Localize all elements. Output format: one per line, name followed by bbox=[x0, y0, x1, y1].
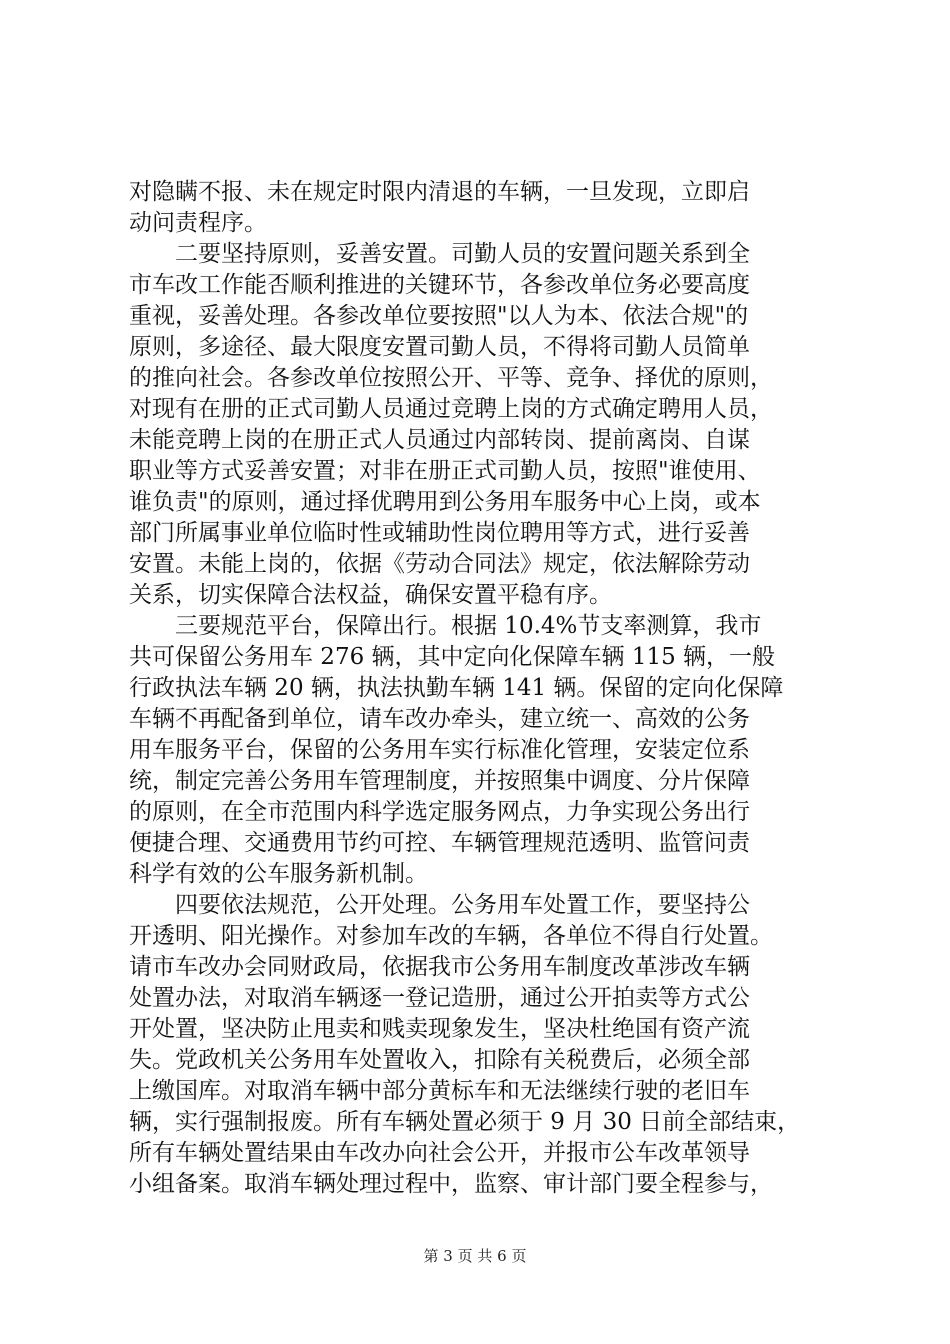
text-line: 车辆不再配备到单位，请车改办牵头，建立统一、高效的公务 bbox=[129, 706, 750, 732]
text-line: 上缴国库。对取消车辆中部分黄标车和无法继续行驶的老旧车 bbox=[129, 1078, 750, 1104]
text-line: 谁负责"的原则，通过择优聘用到公务用车服务中心上岗，或本 bbox=[129, 489, 761, 515]
text-line: 处置办法，对取消车辆逐一登记造册，通过公开拍卖等方式公 bbox=[129, 985, 750, 1011]
text-line: 行政执法车辆 20 辆，执法执勤车辆 141 辆。保留的定向化保障 bbox=[129, 675, 784, 701]
text-line: 请市车改办会同财政局，依据我市公务用车制度改革涉改车辆 bbox=[129, 954, 750, 980]
text-line: 用车服务平台，保留的公务用车实行标准化管理，安装定位系 bbox=[129, 737, 750, 763]
text-line: 三要规范平台，保障出行。根据 10.4%节支率测算，我市 bbox=[129, 613, 762, 639]
text-line: 统，制定完善公务用车管理制度，并按照集中调度、分片保障 bbox=[129, 768, 750, 794]
text-line: 的原则，在全市范围内科学选定服务网点，力争实现公务出行 bbox=[129, 799, 750, 825]
text-line: 职业等方式妥善安置；对非在册正式司勤人员，按照"谁使用、 bbox=[129, 458, 761, 484]
text-line: 便捷合理、交通费用节约可控、车辆管理规范透明、监管问责 bbox=[129, 830, 750, 856]
text-line: 安置。未能上岗的，依据《劳动合同法》规定，依法解除劳动 bbox=[129, 551, 750, 577]
text-line: 市车改工作能否顺利推进的关键环节，各参改单位务必要高度 bbox=[129, 272, 750, 298]
text-line: 原则，多途径、最大限度安置司勤人员，不得将司勤人员简单 bbox=[129, 334, 750, 360]
text-line: 部门所属事业单位临时性或辅助性岗位聘用等方式，进行妥善 bbox=[129, 520, 750, 546]
text-line: 的推向社会。各参改单位按照公开、平等、竞争、择优的原则， bbox=[129, 365, 773, 391]
text-line: 共可保留公务用车 276 辆，其中定向化保障车辆 115 辆，一般 bbox=[129, 644, 776, 670]
text-line: 辆，实行强制报废。所有车辆处置必须于 9 月 30 日前全部结束， bbox=[129, 1109, 801, 1135]
text-line: 二要坚持原则，妥善安置。司勤人员的安置问题关系到全 bbox=[129, 241, 750, 267]
text-line: 开透明、阳光操作。对参加车改的车辆，各单位不得自行处置。 bbox=[129, 923, 773, 949]
text-line: 科学有效的公车服务新机制。 bbox=[129, 861, 428, 887]
text-line: 失。党政机关公务用车处置收入，扣除有关税费后，必须全部 bbox=[129, 1047, 750, 1073]
text-line: 重视，妥善处理。各参改单位要按照"以人为本、依法合规"的 bbox=[129, 303, 749, 329]
text-line: 动问责程序。 bbox=[129, 210, 267, 236]
text-line: 未能竞聘上岗的在册正式人员通过内部转岗、提前离岗、自谋 bbox=[129, 427, 750, 453]
document-body bbox=[129, 177, 829, 1200]
page-number-footer: 第 3 页 共 6 页 bbox=[423, 1247, 527, 1265]
text-line: 对现有在册的正式司勤人员通过竞聘上岗的方式确定聘用人员， bbox=[129, 396, 773, 422]
text-line: 四要依法规范，公开处理。公务用车处置工作，要坚持公 bbox=[129, 892, 750, 918]
text-line: 小组备案。取消车辆处理过程中，监察、审计部门要全程参与， bbox=[129, 1171, 773, 1197]
text-line: 对隐瞒不报、未在规定时限内清退的车辆，一旦发现，立即启 bbox=[129, 179, 750, 205]
text-line: 所有车辆处置结果由车改办向社会公开，并报市公车改革领导 bbox=[129, 1140, 750, 1166]
text-line: 关系，切实保障合法权益，确保安置平稳有序。 bbox=[129, 582, 612, 608]
text-line: 开处置，坚决防止甩卖和贱卖现象发生，坚决杜绝国有资产流 bbox=[129, 1016, 750, 1042]
